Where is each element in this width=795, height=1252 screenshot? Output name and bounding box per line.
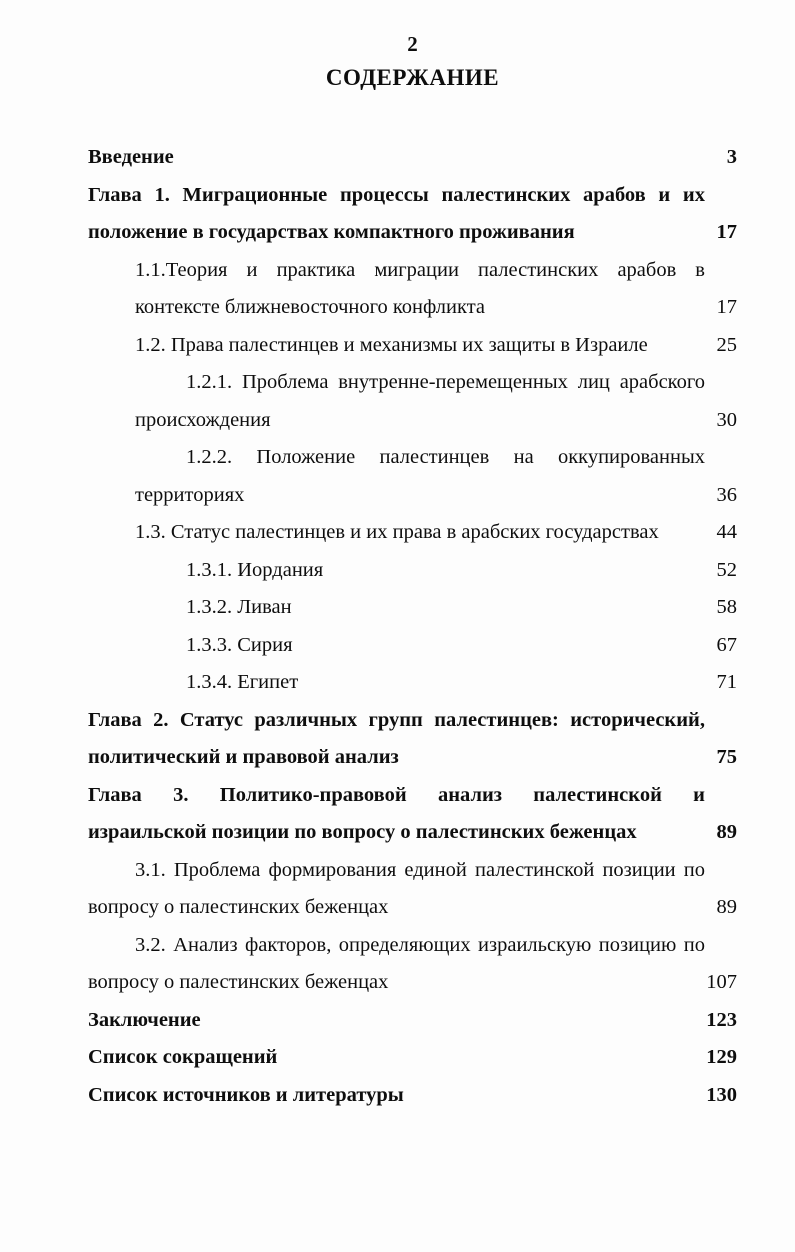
toc-line-text: контексте ближневосточного конфликта	[135, 296, 486, 318]
toc-line	[0, 364, 795, 402]
toc-line	[0, 439, 795, 477]
toc-line	[0, 214, 795, 252]
toc-line	[0, 927, 795, 965]
toc-line	[0, 777, 795, 815]
toc-line-text: 1.3.4. Египет	[186, 671, 299, 693]
toc-line-text: Глава 3. Политико-правовой анализ палестинской и	[88, 783, 705, 806]
toc-page-number: 107	[706, 971, 737, 993]
toc-line	[0, 477, 795, 515]
toc-page-number: 71	[716, 671, 737, 693]
toc-line-text: Глава 2. Статус различных групп палестинцев: исторический,	[88, 708, 705, 731]
toc-line-text: 1.1.Теория и практика миграции палестинских арабов в	[135, 258, 705, 281]
toc-page-number: 89	[716, 821, 737, 843]
toc-page-number: 25	[716, 333, 737, 356]
toc-page-number: 17	[716, 221, 737, 243]
toc-line	[0, 627, 795, 665]
toc-line-text: положение в государствах компактного проживания	[88, 221, 575, 243]
toc-page-number: 30	[716, 408, 737, 431]
toc-line	[0, 589, 795, 627]
toc-page-number: 3	[726, 146, 737, 168]
toc	[0, 139, 795, 1114]
document-title: СОДЕРЖАНИЕ	[325, 65, 500, 90]
toc-line-text: происхождения	[135, 408, 271, 431]
toc-line-text: 1.2. Права палестинцев и механизмы их защиты в Израиле	[135, 333, 648, 356]
toc-line	[0, 1039, 795, 1077]
toc-page-number: 44	[716, 521, 737, 543]
toc-line	[0, 552, 795, 590]
toc-page-number: 36	[716, 483, 737, 506]
toc-line	[0, 964, 795, 1002]
toc-line	[0, 664, 795, 702]
toc-line-text: 1.3.2. Ливан	[186, 596, 292, 618]
toc-line	[0, 252, 795, 290]
toc-line	[0, 852, 795, 890]
toc-line	[0, 402, 795, 440]
toc-line	[0, 1077, 795, 1115]
toc-line	[0, 289, 795, 327]
toc-page-number: 17	[716, 296, 737, 318]
toc-line	[0, 139, 795, 177]
toc-page-number: 58	[716, 596, 737, 618]
toc-line-text: Заключение	[88, 1008, 201, 1031]
toc-line-text: Глава 1. Миграционные процессы палестинских арабов и их	[88, 183, 705, 206]
toc-line-text: 1.2.2. Положение палестинцев на оккупированных	[186, 446, 705, 468]
toc-line	[0, 1002, 795, 1040]
page-number: 2	[407, 32, 418, 56]
toc-page-number: 89	[716, 896, 737, 918]
toc-line-text: Список сокращений	[88, 1046, 278, 1068]
toc-line	[0, 739, 795, 777]
toc-line	[0, 814, 795, 852]
toc-line-text: 1.2.1. Проблема внутренне-перемещенных лиц арабского	[186, 371, 705, 393]
toc-line	[0, 702, 795, 740]
toc-line-text: Список источников и литературы	[88, 1083, 404, 1106]
toc-line-text: политический и правовой анализ	[88, 746, 399, 768]
toc-line	[0, 327, 795, 365]
toc-page-number: 52	[716, 558, 737, 581]
toc-line-text: территориях	[135, 483, 245, 506]
toc-line-text: вопросу о палестинских беженцах	[88, 971, 389, 993]
toc-line-text: 3.2. Анализ факторов, определяющих израильскую позицию по	[135, 933, 705, 956]
toc-page-number: 130	[706, 1083, 737, 1106]
toc-line-text: 1.3.1. Иордания	[186, 558, 324, 581]
toc-page-number: 67	[716, 633, 737, 656]
toc-line-text: Введение	[88, 146, 174, 168]
toc-line-text: израильской позиции по вопросу о палестинских беженцах	[88, 821, 637, 843]
toc-line-text: 3.1. Проблема формирования единой палестинской позиции по	[135, 858, 705, 881]
toc-page-number: 75	[716, 746, 737, 768]
toc-line	[0, 514, 795, 552]
toc-line	[0, 889, 795, 927]
toc-line-text: 1.3. Статус палестинцев и их права в арабских государствах	[135, 521, 659, 543]
toc-page-number: 123	[706, 1008, 737, 1031]
toc-line	[0, 177, 795, 215]
toc-line-text: вопросу о палестинских беженцах	[88, 896, 389, 918]
toc-line-text: 1.3.3. Сирия	[186, 633, 293, 656]
toc-page-number: 129	[706, 1046, 737, 1068]
